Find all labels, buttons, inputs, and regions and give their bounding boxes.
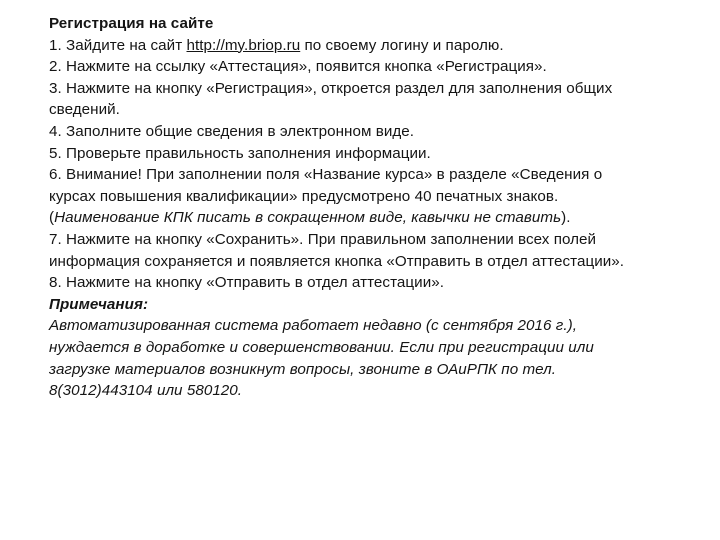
step-6-line-1: 6. Внимание! При заполнении поля «Название курса» в разделе «Сведения о <box>49 166 603 184</box>
step-6-line-3 <box>49 207 689 229</box>
step-7-line-2: информация сохраняется и появляется кнопка «Отправить в отдел аттестации». <box>49 252 625 270</box>
page-title: Регистрация на сайте <box>49 15 214 32</box>
step-6-paren-open: ( <box>49 209 55 227</box>
notes-line-1: Автоматизированная система работает недавно (с сентября 2016 г.), <box>49 317 577 335</box>
step-2: 2. Нажмите на ссылку «Аттестация», появится кнопка «Регистрация». <box>49 58 547 76</box>
step-6-note: Наименование КПК писать в сокращенном виде, кавычки не ставить <box>54 209 562 227</box>
step-6-paren-close: ). <box>561 209 571 227</box>
step-8: 8. Нажмите на кнопку «Отправить в отдел аттестации». <box>49 274 444 292</box>
step-3-line-1: 3. Нажмите на кнопку «Регистрация», откроется раздел для заполнения общих <box>49 79 613 97</box>
notes-heading: Примечания: <box>49 295 149 313</box>
instructions-text <box>49 13 689 402</box>
site-link[interactable]: http://my.briop.ru <box>186 36 301 54</box>
step-7-line-1: 7. Нажмите на кнопку «Сохранить». При правильном заполнении всех полей <box>49 230 597 248</box>
step-6-line-2: курсах повышения квалификации» предусмотрено 40 печатных знаков. <box>49 187 559 205</box>
step-5: 5. Проверьте правильность заполнения информации. <box>49 144 431 162</box>
step-3-line-2: сведений. <box>49 101 120 119</box>
notes-line-2: нуждается в доработке и совершенствовании. Если при регистрации или <box>49 338 594 356</box>
notes-line-4: 8(3012)443104 или 580120. <box>49 382 243 400</box>
step-1-before: 1. Зайдите на сайт <box>49 36 187 54</box>
step-1 <box>49 35 689 57</box>
notes-line-3: загрузке материалов возникнут вопросы, звоните в ОАиРПК по тел. <box>49 360 557 378</box>
step-1-after: по своему логину и паролю. <box>300 36 504 54</box>
step-4: 4. Заполните общие сведения в электронном виде. <box>49 122 415 140</box>
